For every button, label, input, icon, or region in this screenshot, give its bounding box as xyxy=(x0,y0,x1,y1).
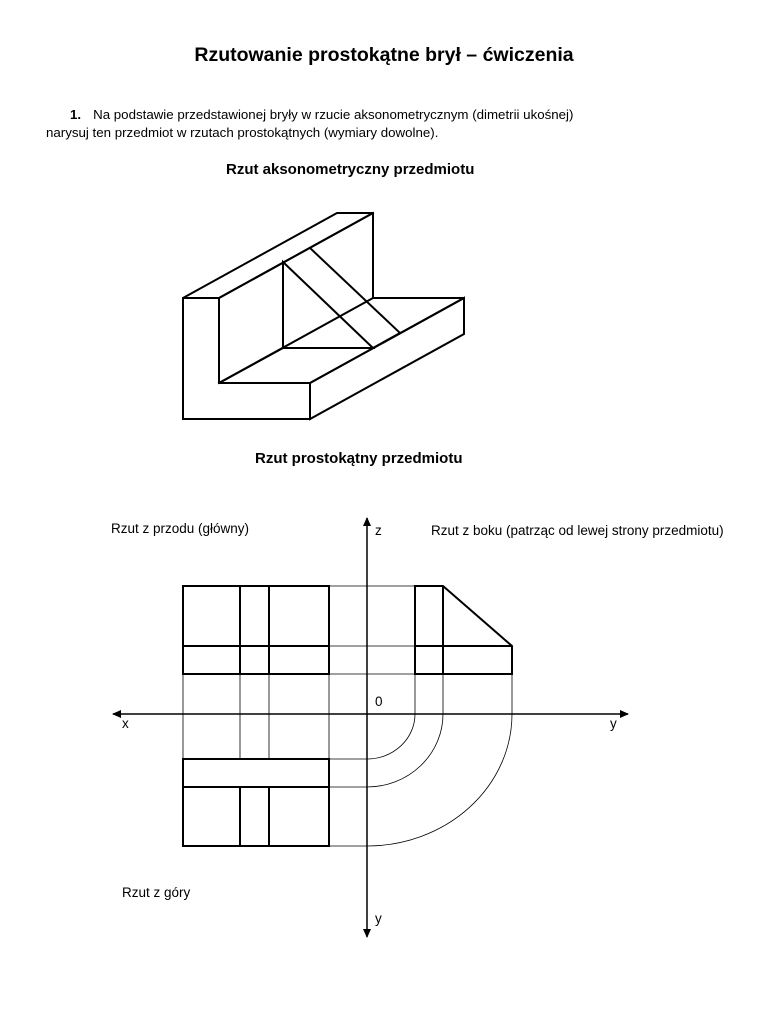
side-view xyxy=(415,586,512,674)
task-text-line1: Na podstawie przedstawionej bryły w rzucie aksonometrycznym (dimetrii ukośnej) xyxy=(93,107,574,122)
task-text-line2: narysuj ten przedmiot w rzutach prostokątnych (wymiary dowolne). xyxy=(46,124,439,140)
axis-label-y-down: y xyxy=(375,911,382,926)
page-title: Rzutowanie prostokątne brył – ćwiczenia xyxy=(194,44,574,66)
axis-label-y-right: y xyxy=(610,716,617,731)
axis-label-z: z xyxy=(375,523,382,538)
top-view xyxy=(183,759,329,846)
front-view xyxy=(183,586,329,674)
axis-origin-label: 0 xyxy=(375,694,383,709)
axonometric-heading: Rzut aksonometryczny przedmiotu xyxy=(226,161,475,178)
axis-label-x: x xyxy=(122,716,129,731)
front-view-label: Rzut z przodu (główny) xyxy=(111,521,250,536)
side-view-label: Rzut z boku (patrząc od lewej strony przedmiotu) xyxy=(431,523,724,538)
task-number: 1. xyxy=(70,107,82,122)
orthographic-heading: Rzut prostokątny przedmiotu xyxy=(255,450,463,467)
top-view-label: Rzut z góry xyxy=(122,885,191,900)
